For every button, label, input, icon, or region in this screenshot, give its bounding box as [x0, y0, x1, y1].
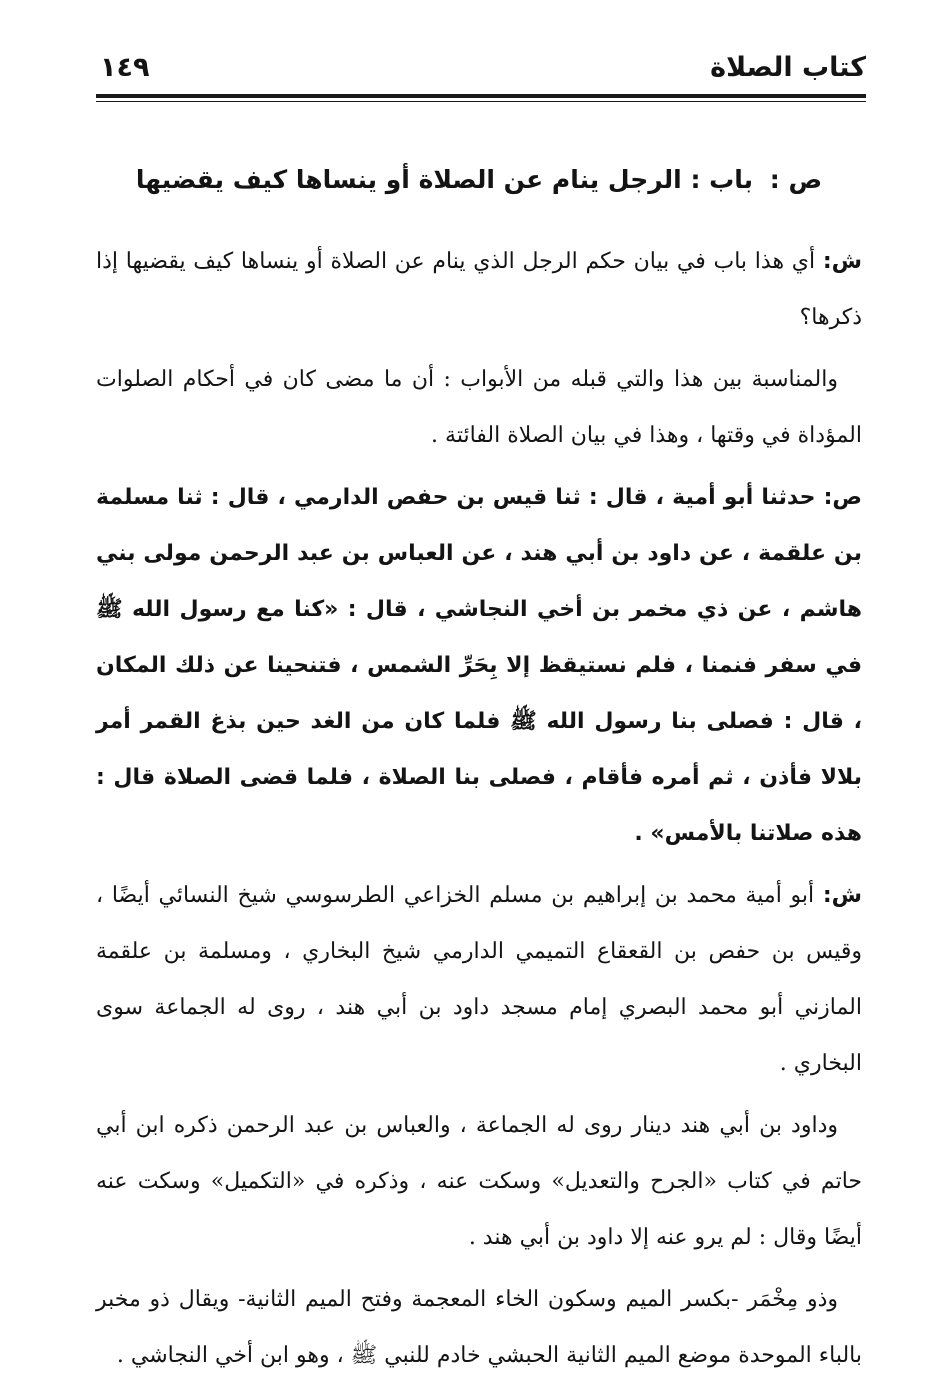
paragraph-lead: ش:: [822, 883, 862, 908]
page-body: [96, 150, 862, 1390]
paragraph-text: وذو مِخْمَر -بكسر الميم وسكون الخاء المعجمة وفتح الميم الثانية- ويقال ذو مخبر بالباء الموحدة موضع الميم الثانية الحبشي خادم للنبي ﷺ ، وهو ابن أخي النجاشي .: [96, 1287, 862, 1368]
paragraph-narrators: [96, 868, 862, 1092]
paragraph-lead: ش:: [822, 249, 862, 274]
chapter-heading-text: باب : الرجل ينام عن الصلاة أو ينساها كيف يقضيها: [135, 165, 754, 194]
page-header: [96, 50, 866, 92]
running-title: كتاب الصلاة: [710, 52, 866, 83]
paragraph-lead: ص:: [823, 485, 862, 510]
paragraph-text: أبو أمية محمد بن إبراهيم بن مسلم الخزاعي الطرسوسي شيخ النسائي أيضًا ، وقيس بن حفص بن القعقاع التميمي الدارمي شيخ البخاري ، ومسلمة بن علقمة المازني أبو محمد البصري إمام مسجد داود بن أبي هند ، روى له الجماعة سوى البخاري .: [96, 883, 862, 1076]
header-rule-thin: [96, 101, 866, 102]
page-number: ١٤٩: [100, 52, 150, 83]
chapter-heading: [96, 160, 862, 200]
paragraph-text: والمناسبة بين هذا والتي قبله من الأبواب : أن ما مضى كان في أحكام الصلوات المؤداة في وقتها ، وهذا في بيان الصلاة الفائتة .: [96, 367, 862, 448]
paragraph-text: وداود بن أبي هند دينار روى له الجماعة ، والعباس بن عبد الرحمن ذكره ابن أبي حاتم في كتاب «الجرح والتعديل» وسكت عنه ، وذكره في «التكميل» وسكت عنه أيضًا وقال : لم يرو عنه إلا داود بن أبي هند .: [96, 1113, 862, 1250]
header-rule-thick: [96, 94, 866, 98]
paragraph-dhu-mikhmar: [96, 1272, 862, 1384]
paragraph-commentary-intro: [96, 234, 862, 346]
paragraph-relation: [96, 352, 862, 464]
chapter-heading-mark: ص :: [769, 165, 823, 194]
paragraph-text: حدثنا أبو أمية ، قال : ثنا قيس بن حفص الدارمي ، قال : ثنا مسلمة بن علقمة ، عن داود بن أبي هند ، عن العباس بن عبد الرحمن مولى بني هاشم ، عن ذي مخمر بن أخي النجاشي ، قال : «كنا مع رسول الله ﷺ في سفر فنمنا ، فلم نستيقظ إلا بِحَرِّ الشمس ، فتنحينا عن ذلك المكان ، قال : فصلى بنا رسول الله ﷺ فلما كان من الغد حين بذغ القمر أمر بلالا فأذن ، ثم أمره فأقام ، فصلى بنا الصلاة ، فلما قضى الصلاة قال : هذه صلاتنا بالأمس» .: [96, 485, 862, 846]
paragraph-hadith: [96, 470, 862, 862]
paragraph-dawud: [96, 1098, 862, 1266]
paragraph-text: أي هذا باب في بيان حكم الرجل الذي ينام عن الصلاة أو ينساها كيف يقضيها إذا ذكرها؟: [96, 249, 862, 330]
